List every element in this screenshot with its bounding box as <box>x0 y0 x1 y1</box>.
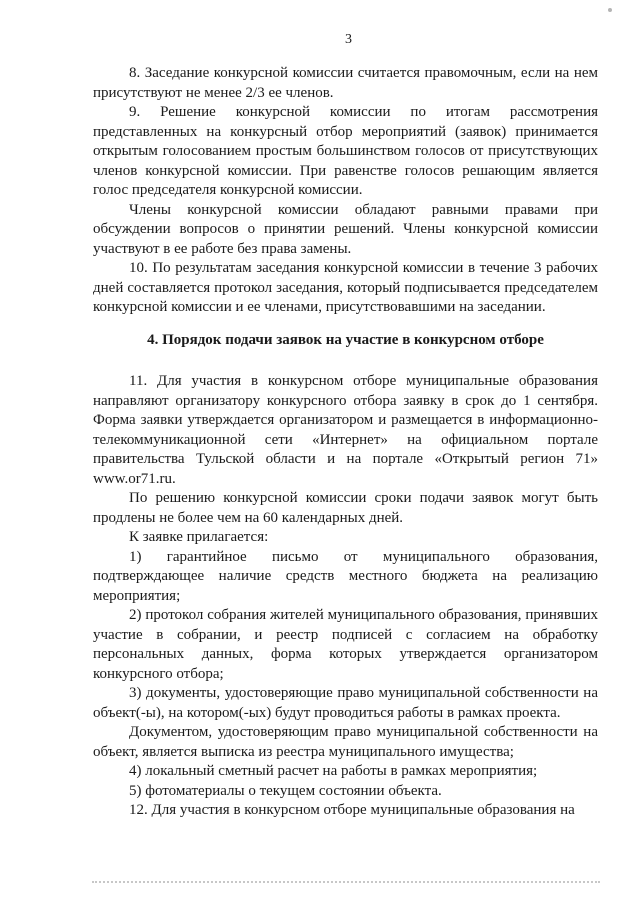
list-item-guarantee-letter: 1) гарантийное письмо от муниципального образования, подтверждающее наличие средств местного бюджета на реализацию мероприятия; <box>93 548 598 604</box>
paragraph-members-rights: Члены конкурсной комиссии обладают равными правами при обсуждении вопросов о принятии решений. Члены конкурсной комиссии участвуют в ее работе без права замены. <box>93 201 598 257</box>
scan-bottom-marks <box>92 881 600 887</box>
list-item-photos: 5) фотоматериалы о текущем состоянии объекта. <box>129 782 442 799</box>
section-heading: 4. Порядок подачи заявок на участие в конкурсном отборе <box>147 331 544 348</box>
paragraph-item-11: 11. Для участия в конкурсном отборе муниципальные образования направляют организатору конкурсного отбора заявку в срок до 1 сентября. Форма заявки утверждается организатором и размещается в информационно-телекоммуникационной сети «Интернет» на официальном портале правительства Тульской области и на портале «Открытый регион 71» www.or71.ru. <box>93 373 598 487</box>
list-item-ownership-documents: 3) документы, удостоверяющие право муниципальной собственности на объект(-ы), на котором(-ых) будут проводиться работы в рамках проекта. <box>93 685 598 721</box>
paragraph-deadline-extension: По решению конкурсной комиссии сроки подачи заявок могут быть продлены не более чем на 60 календарных дней. <box>93 490 598 526</box>
list-item-cost-estimate: 4) локальный сметный расчет на работы в рамках мероприятия; <box>129 763 538 779</box>
paragraph-item-12: 12. Для участия в конкурсном отборе муниципальные образования на <box>129 802 575 818</box>
paragraph-item-10: 10. По результатам заседания конкурсной комиссии в течение 3 рабочих дней составляется протокол заседания, который подписывается председателем конкурсной комиссии и ее членами, присутствовавшими на заседании. <box>93 260 598 315</box>
scan-mark <box>608 8 612 12</box>
paragraph-attachments-intro: К заявке прилагается: <box>129 529 269 545</box>
paragraphs-after <box>93 372 598 821</box>
paragraph-item-9: 9. Решение конкурсной комиссии по итогам рассмотрения представленных на конкурсный отбор мероприятий (заявок) принимается открытым голосованием простым большинством голосов от присутствующих членов конкурсной комиссии. При равенстве голосов решающим является голос председателя конкурсной комиссии. <box>93 104 598 198</box>
paragraphs-before <box>93 64 598 318</box>
paragraph-ownership-document: Документом, удостоверяющим право муниципальной собственности на объект, является выписка из реестра муниципального имущества; <box>93 724 598 760</box>
paragraph-item-8: 8. Заседание конкурсной комиссии считается правомочным, если на нем присутствуют не менее 2/3 ее членов. <box>93 65 598 101</box>
list-item-meeting-protocol: 2) протокол собрания жителей муниципального образования, принявших участие в собрании, и реестр подписей с согласием на обработку персональных данных, форма которых утверждается организатором конкурсного отбора; <box>93 607 598 682</box>
page-number: 3 <box>345 32 352 47</box>
